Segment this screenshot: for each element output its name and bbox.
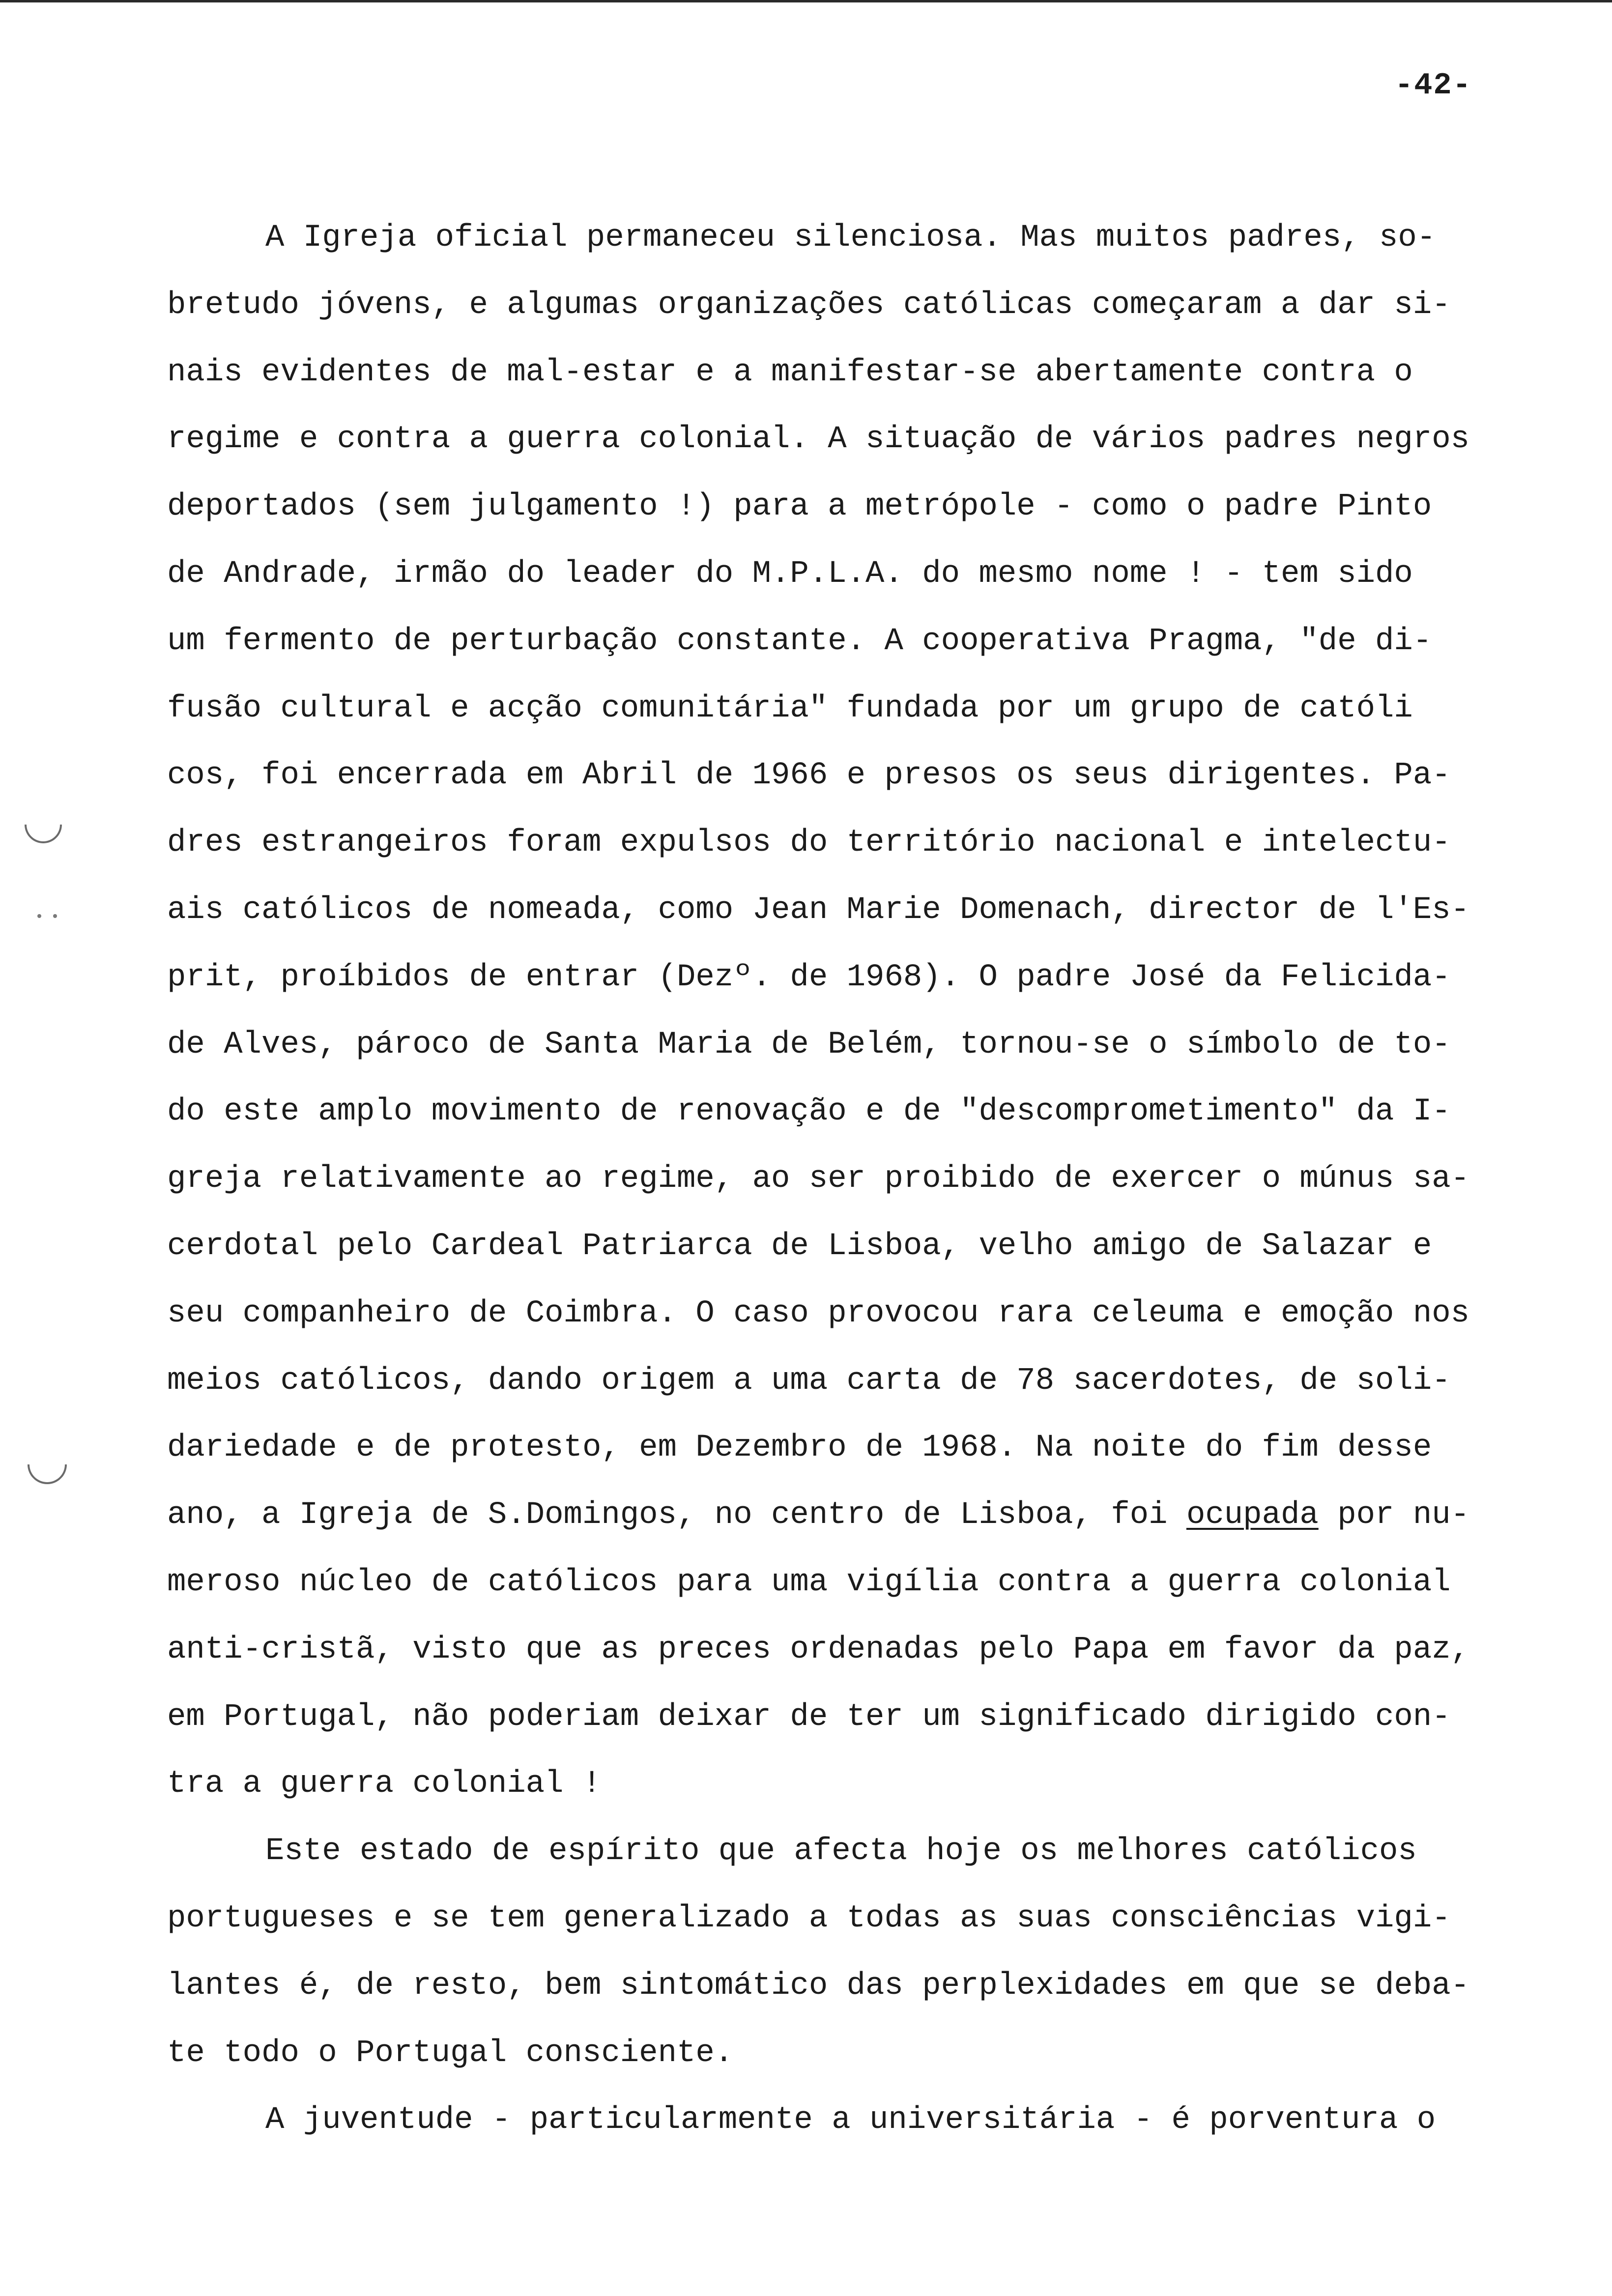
text-line: bretudo jóvens, e algumas organizações católicas começaram a dar si-: [167, 287, 1451, 323]
text-line: lantes é, de resto, bem sintomático das perplexidades em que se deba-: [167, 1968, 1470, 2004]
text-line: ais católicos de nomeada, como Jean Marie Domenach, director de l'Es-: [167, 892, 1470, 928]
text-line: A juventude - particularmente a universitária - é porventura o: [265, 2102, 1436, 2138]
text-line: fusão cultural e acção comunitária" fundada por um grupo de católi: [167, 690, 1413, 726]
binder-hole-mark-lower: [19, 1436, 75, 1492]
underlined-word: ocupada: [1186, 1497, 1319, 1533]
text-line: de Alves, pároco de Santa Maria de Belém, tornou-se o símbolo de to-: [167, 1027, 1451, 1062]
text-line: deportados (sem julgamento !) para a metrópole - como o padre Pinto: [167, 489, 1432, 525]
text-line-with-underline: [167, 1482, 1558, 1549]
text-line: prit, proíbidos de entrar (Dezº. de 1968). O padre José da Felicida-: [167, 959, 1451, 995]
text-line: cerdotal pelo Cardeal Patriarca de Lisboa, velho amigo de Salazar e: [167, 1228, 1432, 1264]
text-line: tra a guerra colonial !: [167, 1766, 602, 1802]
text-line: anti-cristã, visto que as preces ordenadas pelo Papa em favor da paz,: [167, 1632, 1470, 1667]
text-line: greja relativamente ao regime, ao ser proibido de exercer o múnus sa-: [167, 1161, 1470, 1197]
typed-body-text: [167, 204, 1558, 2154]
text-line: A Igreja oficial permaneceu silenciosa. Mas muitos padres, so-: [265, 220, 1436, 256]
text-line: de Andrade, irmão do leader do M.P.L.A. do mesmo nome ! - tem sido: [167, 556, 1413, 592]
text-line-start: ano, a Igreja de S.Domingos, no centro de Lisboa, foi: [167, 1497, 1186, 1533]
text-line: um fermento de perturbação constante. A cooperativa Pragma, "de di-: [167, 623, 1432, 659]
paper-speck: [53, 914, 57, 918]
binder-hole-mark-upper: [17, 798, 69, 851]
text-line: dres estrangeiros foram expulsos do território nacional e intelectu-: [167, 825, 1451, 861]
text-line: te todo o Portugal consciente.: [167, 2035, 734, 2071]
text-line: portugueses e se tem generalizado a todas as suas consciências vigi-: [167, 1900, 1451, 1936]
paper-speck: [37, 914, 41, 918]
text-line: regime e contra a guerra colonial. A situação de vários padres negros: [167, 422, 1470, 458]
text-line: meios católicos, dando origem a uma carta de 78 sacerdotes, de soli-: [167, 1363, 1451, 1399]
text-line: seu companheiro de Coimbra. O caso provocou rara celeuma e emoção nos: [167, 1295, 1470, 1331]
text-line: nais evidentes de mal-estar e a manifestar-se abertamente contra o: [167, 354, 1413, 390]
top-edge-rule: [0, 0, 1612, 2]
text-line: Este estado de espírito que afecta hoje os melhores católicos: [265, 1834, 1417, 1869]
text-line: em Portugal, não poderiam deixar de ter um significado dirigido con-: [167, 1699, 1451, 1735]
text-line: dariedade e de protesto, em Dezembro de 1968. Na noite do fim desse: [167, 1430, 1432, 1466]
text-line-end: por nu-: [1318, 1497, 1470, 1533]
text-line: do este amplo movimento de renovação e de "descomprometimento" da I-: [167, 1094, 1451, 1130]
text-line: cos, foi encerrada em Abril de 1966 e presos os seus dirigentes. Pa-: [167, 758, 1451, 794]
text-line: meroso núcleo de católicos para uma vigília contra a guerra colonial: [167, 1564, 1451, 1600]
page-number: -42-: [1395, 68, 1472, 103]
